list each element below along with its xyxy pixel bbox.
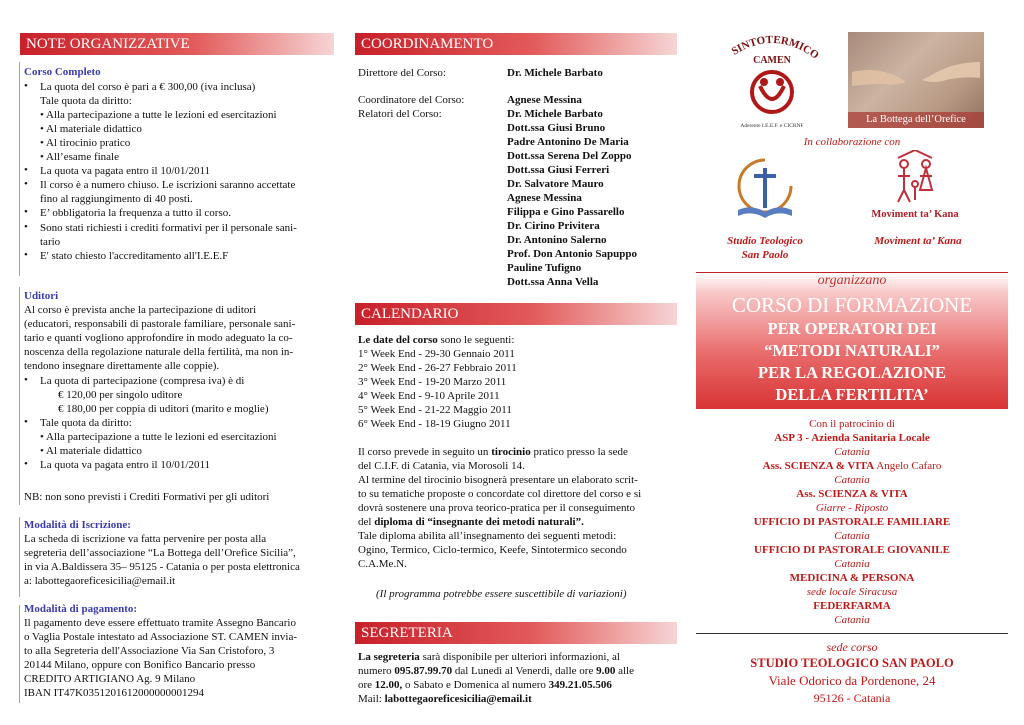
tirocinio-text: del [358, 516, 375, 528]
kana-logo-text: Moviment ta’ Kana [871, 209, 959, 220]
paragraph-line: 20144 Milano, oppure con Bonifico Bancario presso [24, 659, 256, 671]
bullet-icon: • [24, 220, 28, 233]
sede-city: 95126 - Catania [813, 691, 891, 705]
iscrizione-title: Modalità di Iscrizione: [24, 519, 131, 531]
relatore-name: Dott.ssa Giusi Bruno [507, 122, 606, 134]
calendario-intro [358, 334, 514, 348]
paragraph-line: tario e quanti vogliono approfondire in modo adeguato la co- [24, 332, 293, 344]
paragraph-line: tendono insegnare direttamente alle coppie). [24, 360, 220, 372]
date-item: 6° Week End - 18-19 Giugno 2011 [358, 418, 511, 430]
relatore-name: Dr. Antonino Salerno [507, 234, 607, 246]
paragraph-line: a: labottegaoreficesicilia@email.it [24, 575, 176, 587]
sede-name: STUDIO TEOLOGICO SAN PAOLO [750, 656, 954, 670]
studio-caption-line-2: San Paolo [741, 248, 789, 261]
paragraph-line: (educatori, responsabili di pastorale familiare, personale sani- [24, 318, 296, 330]
list-item: • Alla partecipazione a tutte le lezioni ed esercitazioni [40, 109, 277, 122]
tirocinio-line-6 [358, 516, 584, 530]
collaborazione-label: In collaborazione con [803, 136, 901, 148]
list-item: E' stato chiesto l'accreditamento all'I.E.E.F [40, 249, 229, 262]
paragraph-line: in via A.Baldissera 35– 95125 - Catania o per posta elettronica [24, 561, 300, 573]
date-item: 2° Week End - 26-27 Febbraio 2011 [358, 362, 517, 374]
sede-label: sede corso [826, 640, 878, 654]
bullet-icon: • [24, 80, 28, 92]
relatore-name: Dott.ssa Anna Vella [507, 276, 599, 288]
patron-title: MEDICINA & PERSONA [789, 572, 915, 584]
segreteria-line-2 [358, 665, 634, 679]
diploma-text: diploma di “insegnante dei metodi naturali”. [374, 516, 584, 528]
column-divider [19, 287, 20, 505]
patron-name [696, 516, 1008, 528]
patron-title: ASP 3 - Azienda Sanitaria Locale [774, 432, 930, 444]
relatore-name: Agnese Messina [507, 192, 582, 204]
course-subtitle-line: “METODI NATURALI” [764, 341, 940, 360]
patron-name [696, 460, 1008, 472]
date-item: 1° Week End - 29-30 Gennaio 2011 [358, 348, 515, 360]
studio-caption [710, 235, 820, 262]
list-item: • Al materiale didattico [40, 123, 142, 136]
list-item: La quota va pagata entro il 10/01/2011 [40, 165, 211, 178]
patron-title: UFFICIO DI PASTORALE GIOVANILE [754, 544, 950, 556]
patron-title: Ass. SCIENZA & VITA [796, 488, 908, 500]
paragraph-line: Al corso è prevista anche la partecipazione di uditori [24, 304, 257, 316]
list-item: • Al materiale didattico [40, 445, 142, 458]
patron-title: FEDERFARMA [813, 600, 891, 612]
relatore-name: Padre Antonino De Maria [507, 136, 629, 148]
patron-city: Catania [834, 614, 870, 626]
date-item: 4° Week End - 9-10 Aprile 2011 [358, 390, 500, 402]
camen-logo-text: CAMEN [753, 55, 791, 66]
paragraph-line: o Vaglia Postale intestato ad Associazione ST. CAMEN invia- [24, 631, 298, 643]
patron-title: UFFICIO DI PASTORALE FAMILIARE [753, 516, 951, 528]
hour-end: 12.00, [374, 679, 403, 691]
list-item: • Al tirocinio pratico [40, 137, 131, 150]
segreteria-text: ore [358, 679, 375, 691]
course-title: CORSO DI FORMAZIONE [731, 293, 973, 317]
bullet-icon: • [24, 374, 28, 386]
patron-city: Giarre - Riposto [815, 502, 889, 514]
tirocinio-line-4: to su tematiche proposte o concordate col direttore del corso e si [358, 488, 642, 500]
list-item: fino al raggiungimento di 40 posti. [40, 193, 193, 206]
segreteria-line-3 [358, 679, 612, 693]
bullet-icon: • [24, 458, 28, 471]
coordinatore-label: Coordinatore del Corso: [358, 94, 465, 106]
uditori-title: Uditori [24, 290, 59, 302]
tirocinio-line-8: Ogino, Termico, Ciclo-termico, Keefe, Sintotermico secondo [358, 544, 627, 556]
tirocinio-word: tirocinio [491, 446, 531, 458]
course-subtitle-line: PER OPERATORI DEI [767, 319, 937, 338]
relatore-name: Pauline Tufigno [507, 262, 582, 274]
bullet-icon: • [24, 164, 28, 177]
tirocinio-line-5: dovrà sostenere una prova teorico-pratica per il conseguimento [358, 502, 636, 514]
segreteria-text: numero [358, 665, 395, 677]
patron-name [696, 488, 1008, 500]
coordinamento-header: COORDINAMENTO [355, 33, 677, 55]
course-subtitle-line: PER LA REGOLAZIONE [758, 363, 946, 382]
list-item: La quota del corso è pari a € 300,00 (iva inclusa) [40, 81, 256, 93]
list-item: Tale quota da diritto: [40, 95, 132, 108]
list-item: La quota va pagata entro il 10/01/2011 [40, 459, 211, 472]
relatore-name: Dr. Michele Barbato [507, 108, 603, 120]
bullet-icon: • [24, 178, 28, 191]
list-item: € 180,00 per coppia di uditori (marito e moglie) [58, 403, 269, 416]
list-item: € 120,00 per singolo uditore [58, 389, 183, 402]
relatori-label: Relatori del Corso: [358, 108, 442, 120]
kana-caption: Moviment ta’ Kana [874, 235, 962, 247]
segreteria-text: Mail: [358, 693, 385, 705]
relatore-name: Dr. Salvatore Mauro [507, 178, 604, 190]
tirocinio-line-9: C.A.Me.N. [358, 558, 407, 570]
programma-note: (Il programma potrebbe essere suscettibile di variazioni) [376, 588, 627, 600]
calendario-intro-bold: Le date del corso [358, 334, 438, 346]
paragraph-line: La scheda di iscrizione va fatta pervenire per posta alla [24, 533, 267, 545]
list-item: • All’esame finale [40, 151, 119, 164]
list-item: Il corso è a numero chiuso. Le iscrizioni saranno accettate [40, 179, 296, 192]
title-box [696, 272, 1008, 409]
segreteria-header: SEGRETERIA [355, 622, 677, 644]
list-item: • Alla partecipazione a tutte le lezioni ed esercitazioni [40, 431, 277, 444]
tirocinio-line-3: Al termine del tirocinio bisognerà presentare un elaborato scrit- [358, 474, 638, 486]
bottega-caption: La Bottega dell’Orefice [848, 112, 984, 128]
segreteria-text: alle [615, 665, 634, 677]
list-item: E’ obbligatoria la frequenza a tutto il corso. [40, 207, 232, 220]
coordinatore-name: Agnese Messina [507, 94, 582, 106]
sintotermico-logo [716, 30, 828, 130]
pagamento-title: Modalità di pagamento: [24, 603, 138, 615]
paragraph-line: CREDITO ARTIGIANO Ag. 9 Milano [24, 673, 196, 685]
paragraph-line: to alla Segreteria dell'Associazione Via San Cristoforo, 3 [24, 645, 275, 657]
patron-name [696, 544, 1008, 556]
calendario-intro-rest: sono le seguenti: [437, 334, 515, 346]
studio-teologico-logo [730, 152, 800, 224]
patron-city: Catania [834, 446, 870, 458]
sede-address: Viale Odorico da Pordenone, 24 [768, 673, 936, 688]
list-item: tario [40, 235, 61, 248]
patron-city: Catania [834, 530, 870, 542]
kana-logo [858, 150, 972, 226]
segreteria-bold: La segreteria [358, 651, 420, 663]
segreteria-text: sarà disponibile per ulteriori informazioni, al [419, 651, 620, 663]
tirocinio-text: Il corso prevede in seguito un [358, 446, 492, 458]
relatore-name: Filippa e Gino Passarello [507, 206, 625, 218]
sintotermico-logo-text: SINTOTERMICO [729, 33, 821, 62]
segreteria-text: o Sabato e Domenica al numero [402, 679, 549, 691]
date-item: 5° Week End - 21-22 Maggio 2011 [358, 404, 512, 416]
patron-extra: Angelo Cafaro [874, 460, 942, 472]
segreteria-line-4 [358, 693, 532, 707]
direttore-name: Dr. Michele Barbato [507, 67, 603, 79]
hour-start: 9.00 [596, 665, 616, 677]
relatore-name: Dott.ssa Giusi Ferreri [507, 164, 610, 176]
studio-teologico-icon [730, 152, 800, 224]
organizzano-label: organizzano [817, 273, 887, 288]
patrocinio-label: Con il patrocinio di [809, 418, 895, 430]
patron-name [696, 600, 1008, 612]
patron-name [696, 572, 1008, 584]
corso-completo-title: Corso Completo [24, 66, 101, 78]
tirocinio-line-7: Tale diploma abilita all’insegnamento dei seguenti metodi: [358, 530, 617, 542]
bullet-icon: • [24, 416, 28, 429]
direttore-label: Direttore del Corso: [358, 67, 446, 79]
tirocinio-line-2: del C.I.F. di Catania, via Morosoli 14. [358, 460, 525, 472]
kana-family-icon [858, 150, 972, 226]
segreteria-text: dal Lunedì al Venerdì, dalle ore [452, 665, 597, 677]
calendario-header: CALENDARIO [355, 303, 677, 325]
sintotermico-caption: Aderente I.E.E.F. e CICRNF [740, 123, 804, 129]
note-organizzative-header: NOTE ORGANIZZATIVE [20, 33, 334, 55]
column-divider [19, 517, 20, 597]
sintotermico-logo-graphic [716, 30, 828, 130]
bottega-image [848, 32, 984, 128]
paragraph-line: IBAN IT47K0351201612000000001294 [24, 687, 204, 699]
paragraph-line: noscenza della regolazione naturale della fertilità, ma non in- [24, 346, 294, 358]
studio-caption-line-1: Studio Teologico [727, 235, 803, 247]
patron-city: Catania [834, 558, 870, 570]
patron-title: Ass. SCIENZA & VITA [762, 460, 875, 472]
patron-city: sede locale Siracusa [806, 586, 898, 598]
bullet-icon: • [24, 206, 28, 219]
column-divider [19, 605, 20, 703]
phone-number: 095.87.99.70 [394, 665, 453, 677]
course-subtitle-line: DELLA FERTILITA’ [775, 385, 929, 404]
patron-name [696, 432, 1008, 444]
paragraph-line: Il pagamento deve essere effettuato tramite Assegno Bancario [24, 617, 296, 629]
email-link[interactable]: labottegaoreficesicilia@email.it [384, 693, 532, 705]
tirocinio-line-1 [358, 446, 628, 460]
column-divider [19, 62, 20, 276]
sede-divider [696, 633, 1008, 634]
list-item: Tale quota da diritto: [40, 417, 132, 430]
paragraph-line: segreteria dell’associazione “La Bottega dell’Orefice Sicilia”, [24, 547, 296, 559]
list-item: La quota di partecipazione (compresa iva) è di [40, 375, 245, 387]
relatore-name: Dott.ssa Serena Del Zoppo [507, 150, 632, 162]
mobile-number: 349.21.05.506 [548, 679, 612, 691]
segreteria-line-1 [358, 651, 620, 665]
patron-city: Catania [834, 474, 870, 486]
list-item: Sono stati richiesti i crediti formativi per il personale sani- [40, 221, 297, 234]
relatore-name: Dr. Cirino Privitera [507, 220, 600, 232]
nb-note: NB: non sono previsti i Crediti Formativi per gli uditori [24, 491, 270, 503]
bullet-icon: • [24, 248, 28, 261]
relatore-name: Prof. Don Antonio Sapuppo [507, 248, 638, 260]
date-item: 3° Week End - 19-20 Marzo 2011 [358, 376, 507, 388]
tirocinio-text: pratico presso la sede [530, 446, 628, 458]
